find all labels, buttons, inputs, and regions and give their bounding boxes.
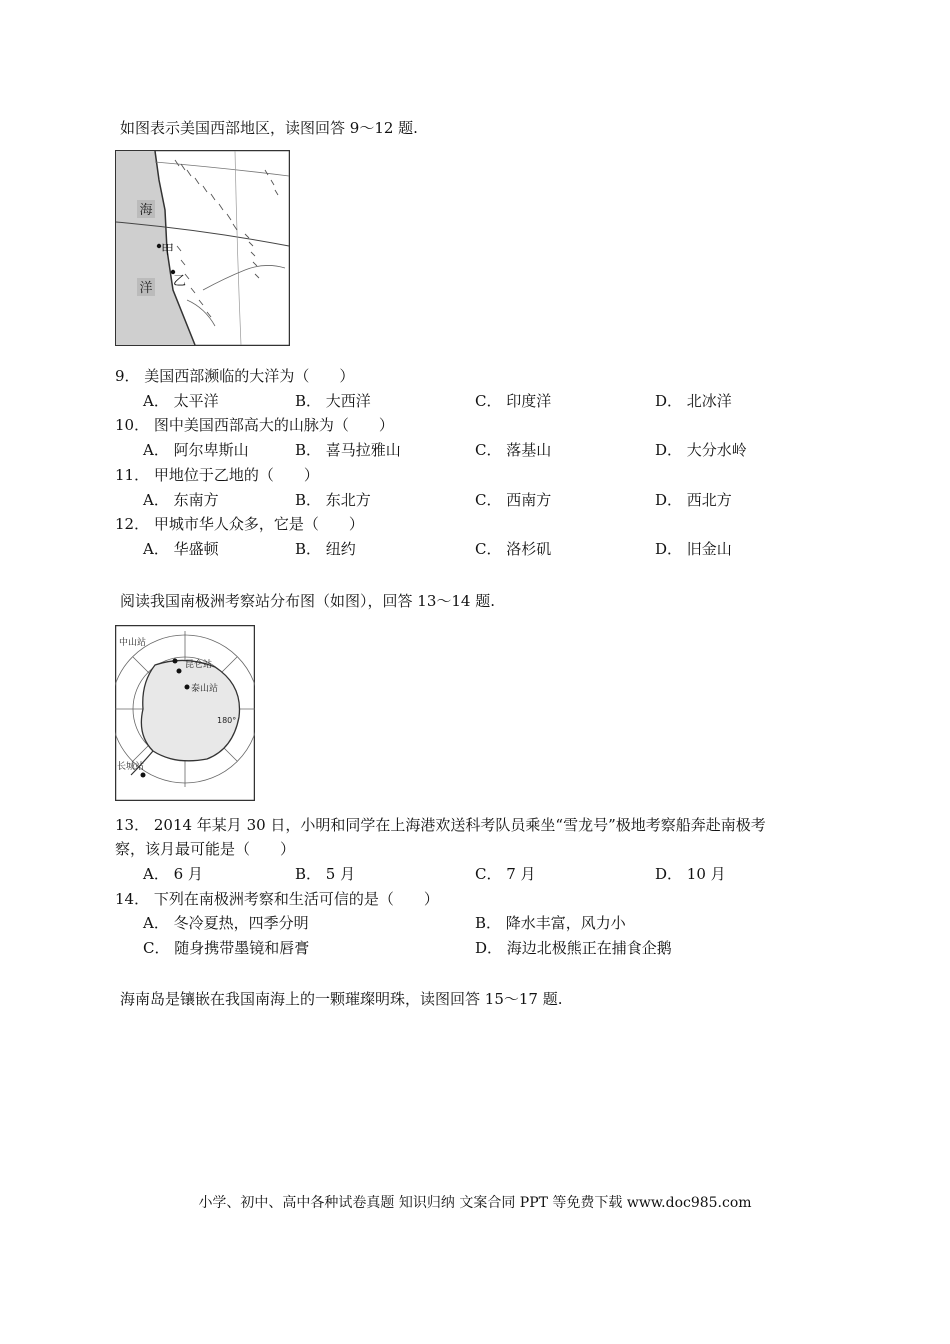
q12-option-a: A． 华盛顿 <box>143 540 219 558</box>
q10-option-a: A． 阿尔卑斯山 <box>143 441 249 459</box>
q10-option-c: C． 落基山 <box>475 441 552 459</box>
station-changcheng-label: 长城站 <box>117 762 145 772</box>
q12-option-d: D． 旧金山 <box>655 540 732 558</box>
longitude-180-label: 180° <box>217 716 237 725</box>
q9-option-c: C． 印度洋 <box>475 392 552 410</box>
point-label-jia: 甲 <box>161 243 175 258</box>
ocean-label-hai: 海 <box>139 203 153 218</box>
intro-text-9-12: 如图表示美国西部地区，读图回答 9～12 题. <box>120 119 418 137</box>
q12-option-c: C． 洛杉矶 <box>475 540 552 558</box>
question-13-line2: 察，该月最可能是（ ） <box>115 840 296 858</box>
q14-option-d: D． 海边北极熊正在捕食企鹅 <box>475 939 672 957</box>
q13-option-a: A． 6 月 <box>143 865 203 883</box>
q13-option-c: C． 7 月 <box>475 865 536 883</box>
question-12: 12． 甲城市华人众多，它是（ ） <box>115 515 364 533</box>
q12-option-b: B． 纽约 <box>295 540 356 558</box>
q10-option-b: B． 喜马拉雅山 <box>295 441 401 459</box>
question-13-line1: 13． 2014 年某月 30 日，小明和同学在上海港欢送科考队员乘坐“雪龙号”极地考察船奔赴南极考 <box>115 816 766 834</box>
question-11: 11． 甲地位于乙地的（ ） <box>115 466 319 484</box>
ocean-label-yang: 洋 <box>139 281 153 296</box>
page-footer: 小学、初中、高中各种试卷真题 知识归纳 文案合同 PPT 等免费下载 www.doc985.com <box>198 1195 752 1211</box>
western-usa-map <box>115 150 290 346</box>
q14-option-a: A． 冬冷夏热，四季分明 <box>143 914 309 932</box>
question-10: 10． 图中美国西部高大的山脉为（ ） <box>115 416 394 434</box>
q14-option-b: B． 降水丰富，风力小 <box>475 914 626 932</box>
q14-option-c: C． 随身携带墨镜和唇膏 <box>143 939 310 957</box>
station-taishan-label: 泰山站 <box>191 684 219 694</box>
q9-option-b: B． 大西洋 <box>295 392 371 410</box>
q11-option-c: C． 西南方 <box>475 491 552 509</box>
station-zhongshan-label: 中山站 <box>119 638 147 648</box>
q9-option-a: A． 太平洋 <box>143 392 219 410</box>
q10-option-d: D． 大分水岭 <box>655 441 747 459</box>
station-kunlun-label: 昆仑站 <box>185 660 213 670</box>
question-9: 9． 美国西部濒临的大洋为（ ） <box>115 367 355 385</box>
q13-option-d: D． 10 月 <box>655 865 726 883</box>
intro-text-15-17: 海南岛是镶嵌在我国南海上的一颗璀璨明珠，读图回答 15～17 题. <box>120 990 563 1008</box>
point-label-yi: 乙 <box>173 274 187 289</box>
q9-option-d: D． 北冰洋 <box>655 392 732 410</box>
question-14: 14． 下列在南极洲考察和生活可信的是（ ） <box>115 890 439 908</box>
antarctica-stations-map <box>115 625 255 801</box>
q13-option-b: B． 5 月 <box>295 865 356 883</box>
q11-option-b: B． 东北方 <box>295 491 371 509</box>
intro-text-13-14: 阅读我国南极洲考察站分布图（如图），回答 13～14 题. <box>120 592 495 610</box>
q11-option-a: A． 东南方 <box>143 491 219 509</box>
q11-option-d: D． 西北方 <box>655 491 732 509</box>
